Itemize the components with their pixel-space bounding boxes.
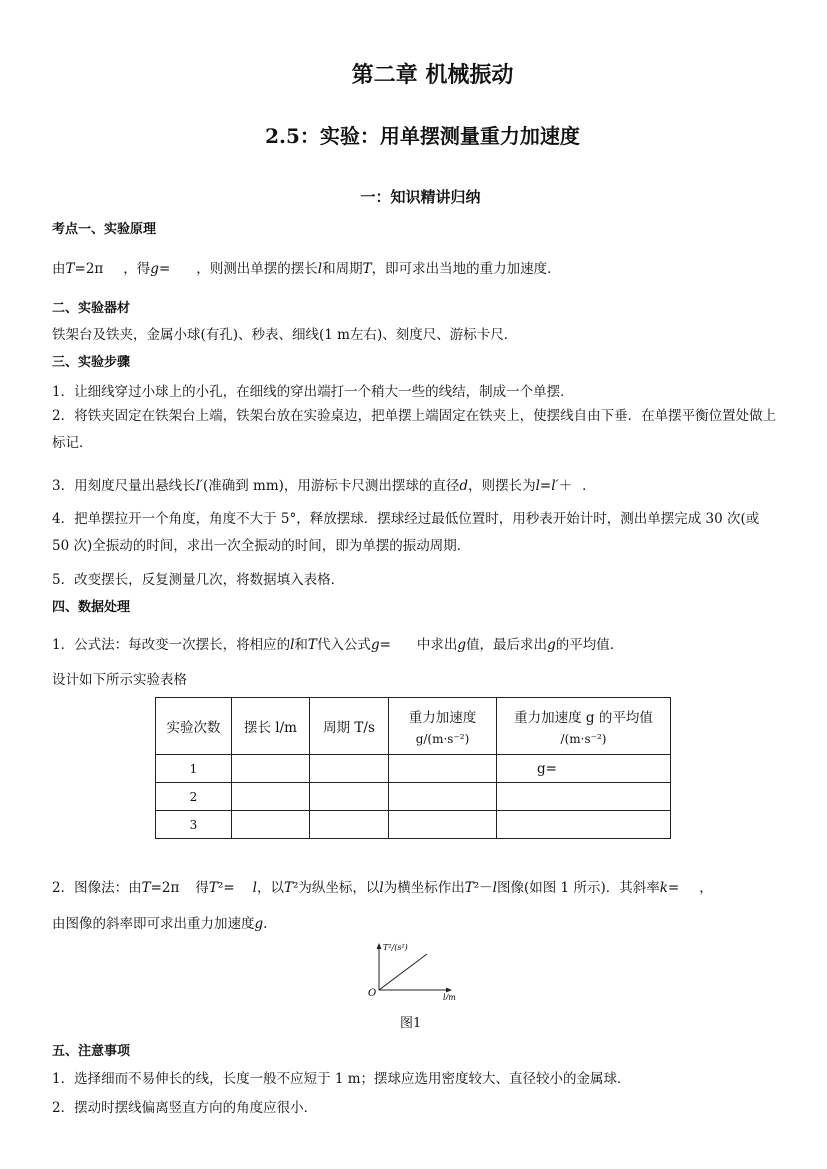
step-1: 1．让细线穿过小球上的小孔，在细线的穿出端打一个稍大一些的线结，制成一个单摆．: [52, 384, 574, 400]
header-length: 摆长 l/m: [232, 698, 310, 755]
note-1: 1．选择细而不易伸长的线，长度一般不应短于 1 m；摆球应选用密度较大、直径较小的金属球．: [52, 1071, 631, 1087]
table-row: [156, 755, 671, 783]
heading-steps: 三、实验步骤: [52, 355, 131, 370]
heading-notes: 五、注意事项: [52, 1044, 131, 1059]
experiment-table: [155, 697, 671, 839]
y-axis-arrow: [377, 943, 382, 949]
heading-principle: 考点一、实验原理: [52, 222, 157, 237]
header-g: 重力加速度 g/(m·s⁻²): [389, 698, 497, 755]
header-period: 周期 T/s: [310, 698, 389, 755]
y-axis-label: T²/(s²): [383, 943, 408, 952]
table-row: [156, 811, 671, 839]
table-cell: [389, 811, 497, 839]
row-number: 2: [156, 783, 232, 811]
table-cell: [497, 783, 671, 811]
heading-equipment: 二、实验器材: [52, 301, 131, 316]
x-axis-arrow: [446, 988, 452, 993]
table-row: [156, 783, 671, 811]
t2-l-line: [379, 954, 427, 990]
heading-data: 四、数据处理: [52, 600, 131, 615]
step-5: 5．改变摆长，反复测量几次，将数据填入表格．: [52, 572, 345, 588]
table-cell: [232, 811, 310, 839]
g-average-value: g=: [497, 755, 671, 783]
table-cell: [310, 783, 389, 811]
row-number: 1: [156, 755, 232, 783]
step-4: 4．把单摆拉开一个角度，角度不大于 5°，释放摆球．摆球经过最低位置时，用秒表开始计时，测出单摆完成 30 次(或 50 次)全振动的时间，求出一次全振动的时间，即为单摆的振动周期．: [52, 511, 760, 554]
equipment-text: 铁架台及铁夹，金属小球(有孔)、秒表、细线(1 m左右)、刻度尺、游标卡尺．: [52, 327, 518, 343]
method-graph: 2．图像法：由T=2π 得T²= l，以T²为纵坐标，以l为横坐标作出T²－l图像(如图 1 所示)．其斜率k= ，: [52, 880, 713, 896]
section-title: 2.5：实验：用单摆测量重力加速度: [265, 124, 580, 148]
table-intro: 设计如下所示实验表格: [52, 672, 187, 688]
principle-text: 由T=2π ，得g= ，则测出单摆的摆长l和周期T，即可求出当地的重力加速度．: [52, 261, 561, 277]
table-cell: [389, 755, 497, 783]
row-number: 3: [156, 811, 232, 839]
table-cell: [497, 811, 671, 839]
table-cell: [310, 811, 389, 839]
figure-caption: 图1: [400, 1016, 422, 1031]
table-cell: [232, 755, 310, 783]
step-3: 3．用刻度尺量出悬线长l′(准确到 mm)，用游标卡尺测出摆球的直径d，则摆长为l=l′＋ ．: [52, 478, 596, 494]
table-header-row: [156, 698, 671, 755]
table-cell: [232, 783, 310, 811]
step-2: 2．将铁夹固定在铁架台上端，铁架台放在实验桌边，把单摆上端固定在铁夹上，使摆线自由下垂．在单摆平衡位置处做上标记．: [52, 408, 777, 451]
method-formula: 1．公式法：每改变一次摆长，将相应的l和T代入公式g= 中求出g值，最后求出g的平均值．: [52, 637, 624, 653]
part-title: 一：知识精讲归纳: [360, 188, 481, 206]
table-cell: [310, 755, 389, 783]
origin-label: O: [368, 988, 377, 999]
table-cell: [389, 783, 497, 811]
method-graph-2: 由图像的斜率即可求出重力加速度g.: [52, 916, 268, 932]
figure-1-graph: [365, 940, 465, 1000]
chapter-title: 第二章 机械振动: [351, 62, 514, 88]
note-2: 2．摆动时摆线偏离竖直方向的角度应很小．: [52, 1100, 318, 1116]
x-axis-label: l/m: [443, 993, 456, 1000]
header-g-average: 重力加速度 g 的平均值 /(m·s⁻²): [497, 698, 671, 755]
header-trial: 实验次数: [156, 698, 232, 755]
